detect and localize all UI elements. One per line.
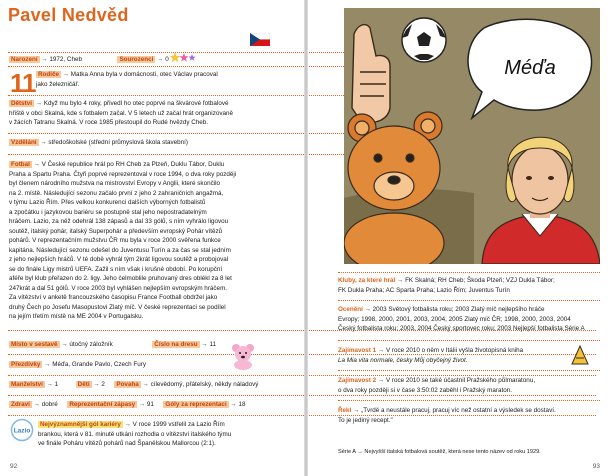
lazio-badge-text: Lazio <box>13 427 31 435</box>
nicknames-value: Méďa, Grande Pavlo, Czech Fury <box>52 361 147 368</box>
goals-label: Góly za reprezentaci <box>165 401 227 408</box>
football-line: v týmu Lazio Řím. Přes velkou konkurenci dalších výborných fotbalistů <box>9 199 206 206</box>
football-row: Fotbal → V České republice hrál po RH Cheb za Plzeň, Duklu Tábor, Duklu <box>11 161 225 168</box>
stats-row: Zdraví → dobré Reprezentační zápasy → 91 Góly za reprezentaci → 18 <box>11 401 246 408</box>
football-line: druhý Čech po Josefu Masopustovi Zlatý míč. V české reprezentaci se podílel <box>9 303 226 311</box>
childhood-line: Když mu bylo 4 roky, přivedl ho otec poprvé na škvárové fotbalové <box>43 100 229 107</box>
football-line: se do finále Ligy mistrů UEFA. Zažil s ním však i krušné období. Po korupční <box>9 265 223 273</box>
siblings-value: 0 <box>165 56 169 63</box>
trivia2-line: V roce 2010 se také účastnil Pražského půlmaratonu, <box>385 377 536 384</box>
trivia1-line: La Mia vita normale, česky Můj obyčejný život. <box>338 356 468 364</box>
trivia1-line: V roce 2010 o něm v Itálii vyšla životopisná kniha <box>385 347 524 354</box>
jersey-value: 11 <box>209 341 216 348</box>
page-number-right: 93 <box>592 463 600 470</box>
children-label: Děti <box>77 381 90 388</box>
football-line: soutěž, italský pohár, italský Superpohár a především evropský Pohár vítězů <box>9 227 223 235</box>
trivia2-label: Zajímavost 2 <box>338 377 377 384</box>
clubs-line: FK Skalná; RH Cheb; Škoda Plzeň; VZJ Dukla Tábor; <box>405 277 555 284</box>
football-line: na jejím třetím místě na ME 2004 v Portugalsku. <box>9 313 144 320</box>
nicknames-row: Přezdívky → Méďa, Grande Pavlo, Czech Fury <box>11 361 147 368</box>
illustration <box>344 8 600 264</box>
football-line: byl členem národního mužstva na mistrovství Evropy v Anglii, které skončilo <box>9 180 221 187</box>
childhood-row: Dětství → Když mu bylo 4 roky, přivedl ho otec poprvé na škvárové fotbalové <box>11 100 229 107</box>
speech-text: Méďa <box>504 57 556 79</box>
stars-icon <box>170 52 196 64</box>
birth-row: Narození → 1972, Cheb Sourozenci → 0 <box>11 56 169 63</box>
parents-row: Rodiče → Matka Anna byla v domácnosti, otec Václav pracoval <box>38 71 218 78</box>
trivia2-line: o dva roky později si v čase 3:50:02 zaběhl i Pražský maraton. <box>338 386 512 394</box>
children-value: 2 <box>101 381 105 388</box>
parents-label: Rodiče <box>38 71 59 78</box>
parents-text-2: jako železničář. <box>36 81 80 88</box>
character-value: cílevědomý, přátelský, někdy náladový <box>150 381 259 388</box>
education-row: Vzdělání → středoškolské (střední průmyslová škola stavební) <box>11 139 188 146</box>
quote-line: „Tvrdě a neustále pracuj, pracuj víc než ostatní a výsledek se dostaví. <box>361 407 556 414</box>
divider <box>338 340 600 341</box>
football-line: z jeho nejlepších hráčů. V té době vyhrál tým 2krát ligovou soutěž a probojoval <box>9 256 229 263</box>
page-number-left: 92 <box>10 463 18 470</box>
page-title: Pavel Nedvěd <box>8 5 129 25</box>
moment-line: ve finále Poháru vítězů pohárů nad Španělskou Mallorcou (2:1). <box>38 440 216 447</box>
position-row: Místo v sestavě → útočný záložník Číslo na dresu → 11 <box>11 341 216 348</box>
moment-line: V roce 1999 vstřelil za Lazio Řím <box>132 421 225 428</box>
education-value: středoškolské (střední průmyslová škola stavební) <box>48 139 188 146</box>
book-illustration-icon <box>568 344 592 368</box>
football-line: hráčem. Lazio, za něž odehrál 138 zápasů a dal 33 gólů, s ním vyhrálo ligovou <box>9 218 229 225</box>
football-line: kapitána. Následující sezonu odešel do Juventusu Turín a za čas se stal jedním <box>9 246 231 254</box>
health-value: dobré <box>41 401 58 408</box>
character-label: Povaha <box>116 381 139 388</box>
caps-label: Reprezentační zápasy <box>69 401 136 408</box>
trivia1-label: Zajímavost 1 <box>338 347 377 354</box>
divider <box>338 370 600 371</box>
birth-value: 1972, Cheb <box>49 56 82 63</box>
parents-text-1: Matka Anna byla v domácnosti, otec Václav pracoval <box>70 71 218 78</box>
moment-label: Nejvýznamnější gól kariéry <box>40 421 121 428</box>
clubs-line: FK Dukla Praha; AC Sparta Praha; Lazio Řím; Juventus Turín <box>338 286 510 294</box>
trivia1-row: Zajímavost 1 → V roce 2010 o něm v Itálii vyšla životopisná kniha <box>338 347 524 354</box>
footnote: Série A → Nejvyšší italská fotbalová soutěž, která nese tento název od roku 1929. <box>338 449 541 455</box>
caps-value: 91 <box>146 401 154 408</box>
football-icon <box>402 18 446 62</box>
czech-flag-icon <box>250 33 270 46</box>
clubs-label: Kluby, za které hrál <box>338 277 396 284</box>
illustration-drawing <box>344 8 600 264</box>
awards-row: Ocenění → 2003 Světový fotbalista roku; 2003 Zlatý míč nejlepšího hráče <box>338 306 545 313</box>
childhood-line: hřiště v obci Skalná, kde s fotbalem začal. V 5 letech už začal hrát organizovaně <box>9 109 234 117</box>
football-first-line: V České republice hrál po RH Cheb za Plzeň, Duklu Tábor, Duklu <box>41 161 225 168</box>
marriage-value: 1 <box>54 381 59 388</box>
football-line: aféře byl klub přeřazen do 2. ligy. Jeho čelmoblile pruhovaný dres oblékl za 8 let <box>9 275 232 282</box>
awards-line: Český fotbalista roku; 2003, 2004 Český sportovec roku; 2003 Nejlepší fotbalista Série A <box>338 325 585 332</box>
goals-value: 18 <box>238 401 246 408</box>
awards-line: 2003 Světový fotbalista roku; 2003 Zlatý míč nejlepšího hráče <box>372 306 545 313</box>
birth-label: Narození <box>11 56 38 63</box>
education-label: Vzdělání <box>11 139 37 146</box>
jersey-number: 11 <box>10 68 36 98</box>
teddy-bear-illustration <box>344 112 444 264</box>
childhood-line: v žácích Tatranu Skalná. V roce 1985 přestoupil do Rudé hvězdy Cheb. <box>9 119 209 126</box>
football-line: 247krát a dal 51 gólů. V roce 2003 byl vyhlášen nejlepším evropským hráčem. <box>9 284 228 292</box>
marriage-label: Manželství <box>11 381 43 388</box>
divider <box>338 300 600 301</box>
jersey-label: Číslo na dresu <box>154 341 198 348</box>
football-line: na 2. místě. Následující sezonu začalo první z jeho 2 zahraničních angažmá, <box>9 189 224 197</box>
football-line: Praha a Spartu Praha. Čtyři poprvé reprezentoval v roce 1994, o dva roky později <box>9 170 237 178</box>
lazio-badge-icon <box>10 418 34 442</box>
nicknames-label: Přezdívky <box>11 361 41 368</box>
football-line: Za vítězství v anketě francouzského časopisu France Football obdržel jako <box>9 294 218 301</box>
football-label: Fotbal <box>11 161 30 168</box>
position-label: Místo v sestavě <box>11 341 58 348</box>
football-line: a zpočátku i jazykovou bariéru se postupně stal jeho nepostradatelným <box>9 208 207 216</box>
clubs-row: Kluby, za které hrál → FK Skalná; RH Cheb; Škoda Plzeň; VZJ Dukla Tábor; <box>338 277 555 284</box>
moment-line: brankou, která v 81. minutě utkání rozhodla o vítězství italského týmu <box>38 430 232 438</box>
moment-row: Nejvýznamnější gól kariéry → V roce 1999 vstřelil za Lazio Řím <box>40 421 225 428</box>
quote-row: Řekl → „Tvrdě a neustále pracuj, pracuj víc než ostatní a výsledek se dostaví. <box>338 407 556 414</box>
football-line: pohárů. V reprezentačním mužstvu ČR mu byla v roce 2000 svěřena funkce <box>9 237 221 244</box>
trivia2-row: Zajímavost 2 → V roce 2010 se také účastnil Pražského půlmaratonu, <box>338 377 536 384</box>
quote-line: To je jediný recept." <box>338 416 393 424</box>
childhood-label: Dětství <box>11 100 32 107</box>
family-row: Manželství → 1 Děti → 2 Povaha → cílevědomý, přátelský, někdy náladový <box>11 381 259 388</box>
divider <box>338 400 600 401</box>
siblings-label: Sourozenci <box>119 56 154 63</box>
position-value: útočný záložník <box>69 341 113 348</box>
awards-line: Evropy; 1998, 2000, 2001, 2003, 2004, 2005 Zlatý míč ČR; 1998, 2000, 2003, 2004 <box>338 315 571 323</box>
quote-label: Řekl <box>338 407 352 414</box>
teddy-bear-icon <box>228 342 258 370</box>
awards-label: Ocenění <box>338 306 363 313</box>
divider <box>338 272 600 273</box>
health-label: Zdraví <box>11 401 30 408</box>
